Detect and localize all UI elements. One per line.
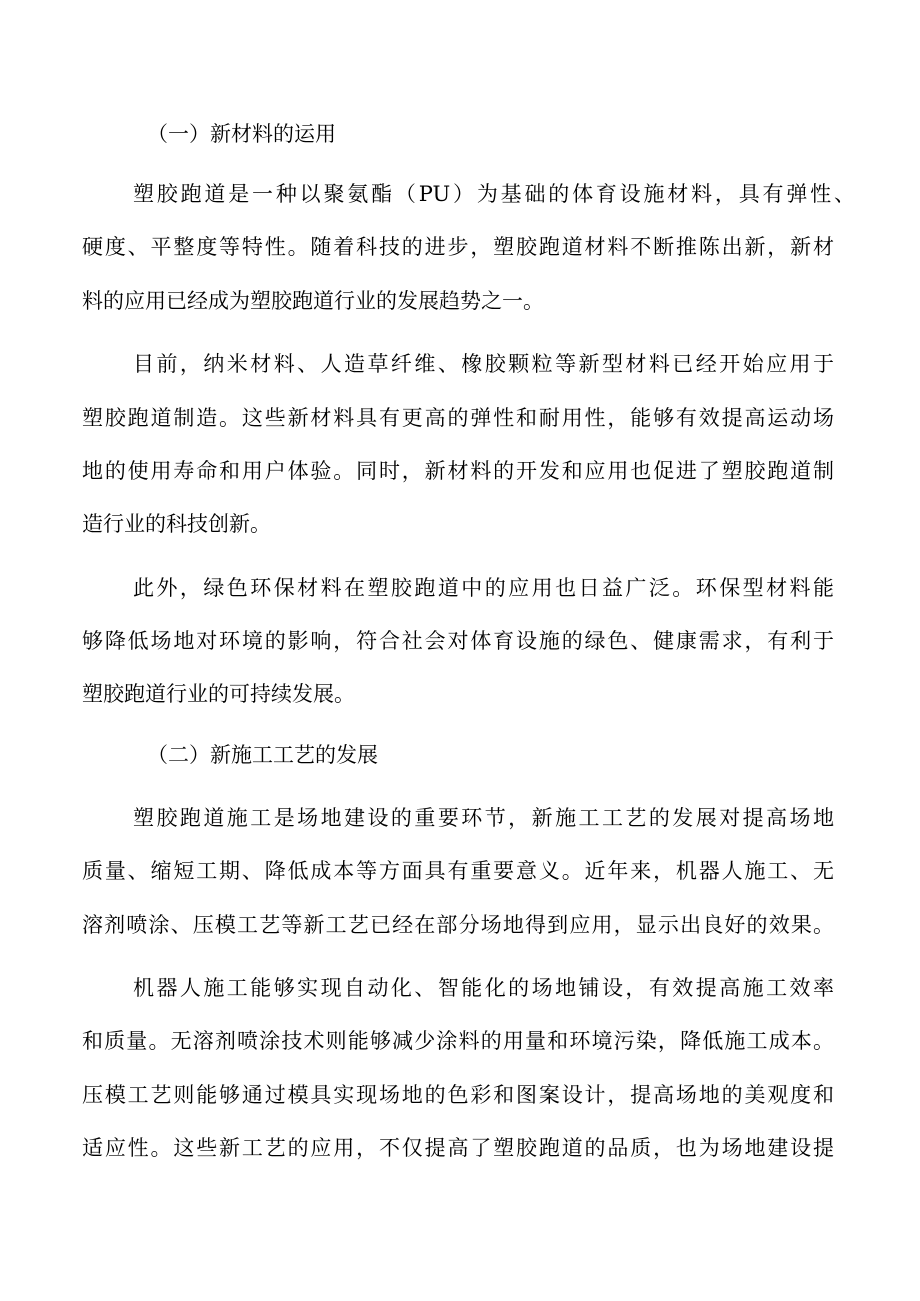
paragraph-line: 塑胶跑道施工是场地建设的重要环节，新施工工艺的发展对提高场地 <box>133 806 834 830</box>
paragraph-line: 压模工艺则能够通过模具实现场地的色彩和图案设计，提高场地的美观度和 <box>82 1083 834 1107</box>
section-heading: （二）新施工工艺的发展 <box>147 743 378 767</box>
paragraph-line: 造行业的科技创新。 <box>82 512 271 536</box>
section-heading: （一）新材料的运用 <box>147 122 336 146</box>
paragraph-line: 和质量。无溶剂喷涂技术则能够减少涂料的用量和环境污染，降低施工成本。 <box>82 1029 834 1053</box>
paragraph-line: 地的使用寿命和用户体验。同时，新材料的开发和应用也促进了塑胶跑道制 <box>82 459 834 483</box>
paragraph-line: 塑胶跑道制造。这些新材料具有更高的弹性和耐用性，能够有效提高运动场 <box>82 406 834 430</box>
paragraph-line: 料的应用已经成为塑胶跑道行业的发展趋势之一。 <box>82 289 544 313</box>
paragraph-line: 塑胶跑道行业的可持续发展。 <box>82 682 355 706</box>
paragraph-line: 目前，纳米材料、人造草纤维、橡胶颗粒等新型材料已经开始应用于 <box>133 352 834 376</box>
paragraph-line: 硬度、平整度等特性。随着科技的进步，塑胶跑道材料不断推陈出新，新材 <box>82 235 834 259</box>
paragraph-line: 够降低场地对环境的影响，符合社会对体育设施的绿色、健康需求，有利于 <box>82 629 834 653</box>
paragraph-line: 质量、缩短工期、降低成本等方面具有重要意义。近年来，机器人施工、无 <box>82 859 834 883</box>
paragraph-line: 机器人施工能够实现自动化、智能化的场地铺设，有效提高施工效率 <box>133 976 834 1000</box>
paragraph-line: 适应性。这些新工艺的应用，不仅提高了塑胶跑道的品质，也为场地建设提 <box>82 1136 834 1160</box>
paragraph-line: 此外，绿色环保材料在塑胶跑道中的应用也日益广泛。环保型材料能 <box>133 576 834 600</box>
paragraph-line: 塑胶跑道是一种以聚氨酯（PU）为基础的体育设施材料，具有弹性、 <box>133 182 855 206</box>
paragraph-line: 溶剂喷涂、压模工艺等新工艺已经在部分场地得到应用，显示出良好的效果。 <box>82 913 834 937</box>
